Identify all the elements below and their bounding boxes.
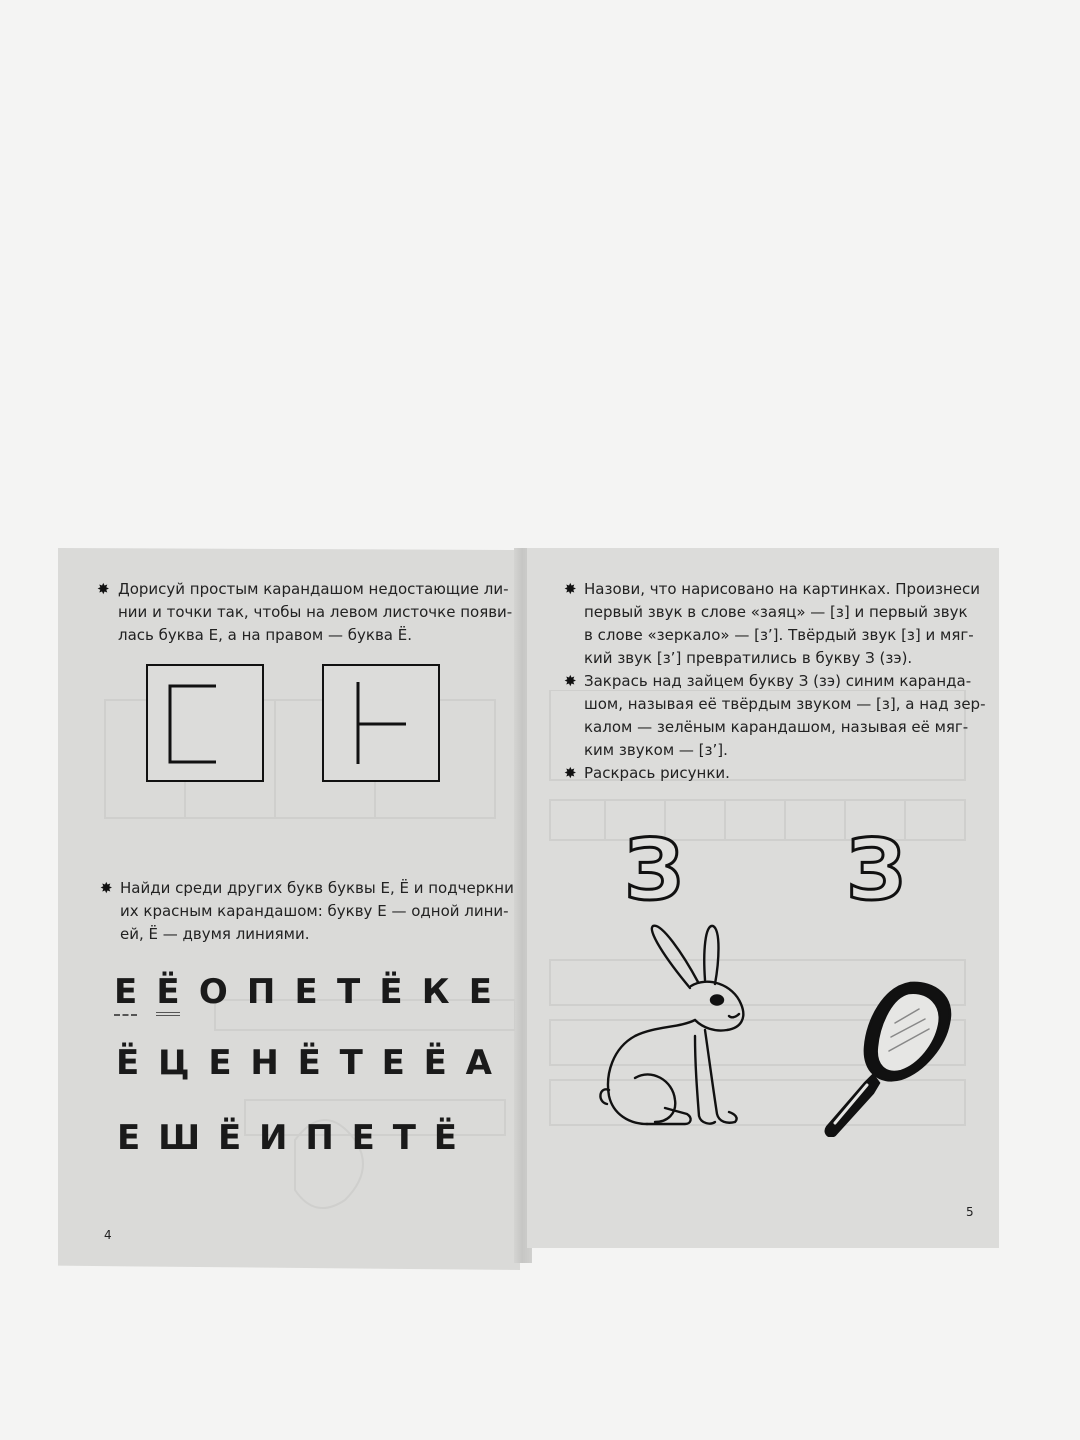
letter: Е: [468, 972, 492, 1012]
letter: Ё: [297, 1043, 321, 1083]
right-task1-line: в слове «зеркало» — [з’]. Твёрдый звук [з] и мяг-: [584, 626, 974, 644]
letter: Ё: [217, 1118, 242, 1158]
star-bullet-icon: ✸: [564, 672, 577, 690]
left-task2-line: Найди среди других букв буквы Е, Ё и подчеркни: [120, 879, 514, 897]
right-task3-text: [584, 762, 730, 785]
letter: А: [465, 1043, 492, 1083]
letter-row-3: [117, 1118, 457, 1158]
right-task2-line: ким звуком — [з’].: [584, 741, 728, 759]
right-task1-text: [584, 578, 980, 670]
letter-yo-trace-box: [322, 664, 440, 782]
letter: П: [246, 972, 276, 1012]
right-task2-text: [584, 670, 985, 762]
hand-mirror-drawing-icon: [815, 975, 955, 1137]
letter: Т: [339, 1043, 363, 1083]
star-bullet-icon: ✸: [564, 580, 577, 598]
right-task2-line: калом — зелёным карандашом, называя её мяг-: [584, 718, 969, 736]
left-task1-line: нии и точки так, чтобы на левом листочке появи-: [118, 603, 513, 621]
page-number-right: 5: [966, 1205, 974, 1219]
left-task1-line: лась буква Е, а на правом — буква Ё.: [118, 626, 412, 644]
star-bullet-icon: ✸: [100, 879, 113, 897]
right-task3-line: Раскрась рисунки.: [584, 764, 730, 782]
left-task1-line: Дорисуй простым карандашом недостающие ли-: [118, 580, 509, 598]
star-bullet-icon: ✸: [97, 580, 110, 598]
letter: Е: [294, 972, 318, 1012]
right-task2-line: шом, называя её твёрдым звуком — [з], а над зер-: [584, 695, 986, 713]
letter: Е: [351, 1118, 375, 1158]
letter: Ё: [433, 1118, 457, 1158]
letter: Е: [114, 972, 137, 1016]
letter: Ё: [423, 1043, 447, 1083]
left-task2-text: [120, 877, 514, 946]
letter: Ц: [158, 1043, 190, 1083]
outline-letters: [600, 825, 960, 915]
right-task1-line: Назови, что нарисовано на картинках. Произнеси: [584, 580, 981, 598]
letter: Е: [117, 1118, 141, 1158]
letter-row-1: [114, 972, 492, 1016]
left-task2-line: ей, Ё — двумя линиями.: [120, 925, 310, 943]
right-task1-line: первый звук в слове «заяц» — [з] и первый звук: [584, 603, 968, 621]
letter-row-2: [116, 1043, 492, 1083]
outline-letter-z-hard: З: [624, 825, 684, 915]
letter: Ё: [156, 972, 179, 1016]
letter: П: [305, 1118, 334, 1158]
letter: К: [421, 972, 450, 1012]
letter: Т: [336, 972, 361, 1012]
letter: Т: [392, 1118, 416, 1158]
letter: Е: [208, 1043, 232, 1083]
letter: Н: [250, 1043, 279, 1083]
letter-e-partial-drawing: [148, 666, 262, 780]
letter: Ё: [116, 1043, 140, 1083]
star-bullet-icon: ✸: [564, 764, 577, 782]
outline-letter-z-soft: З: [846, 825, 906, 915]
right-task2-line: Закрась над зайцем букву З (зэ) синим каранда-: [584, 672, 972, 690]
rabbit-drawing-icon: [595, 918, 755, 1140]
letter: Ё: [379, 972, 403, 1012]
letter: Е: [381, 1043, 405, 1083]
left-task1-text: [118, 578, 512, 647]
letter: Ш: [158, 1118, 201, 1158]
letter: И: [259, 1118, 288, 1158]
letter-e-trace-box: [146, 664, 264, 782]
right-task1-line: кий звук [з’] превратились в букву З (зэ).: [584, 649, 913, 667]
page-number-left: 4: [104, 1228, 112, 1242]
letter-yo-partial-drawing: [324, 666, 438, 780]
left-task2-line: их красным карандашом: букву Е — одной лини-: [120, 902, 509, 920]
letter: О: [198, 972, 228, 1012]
